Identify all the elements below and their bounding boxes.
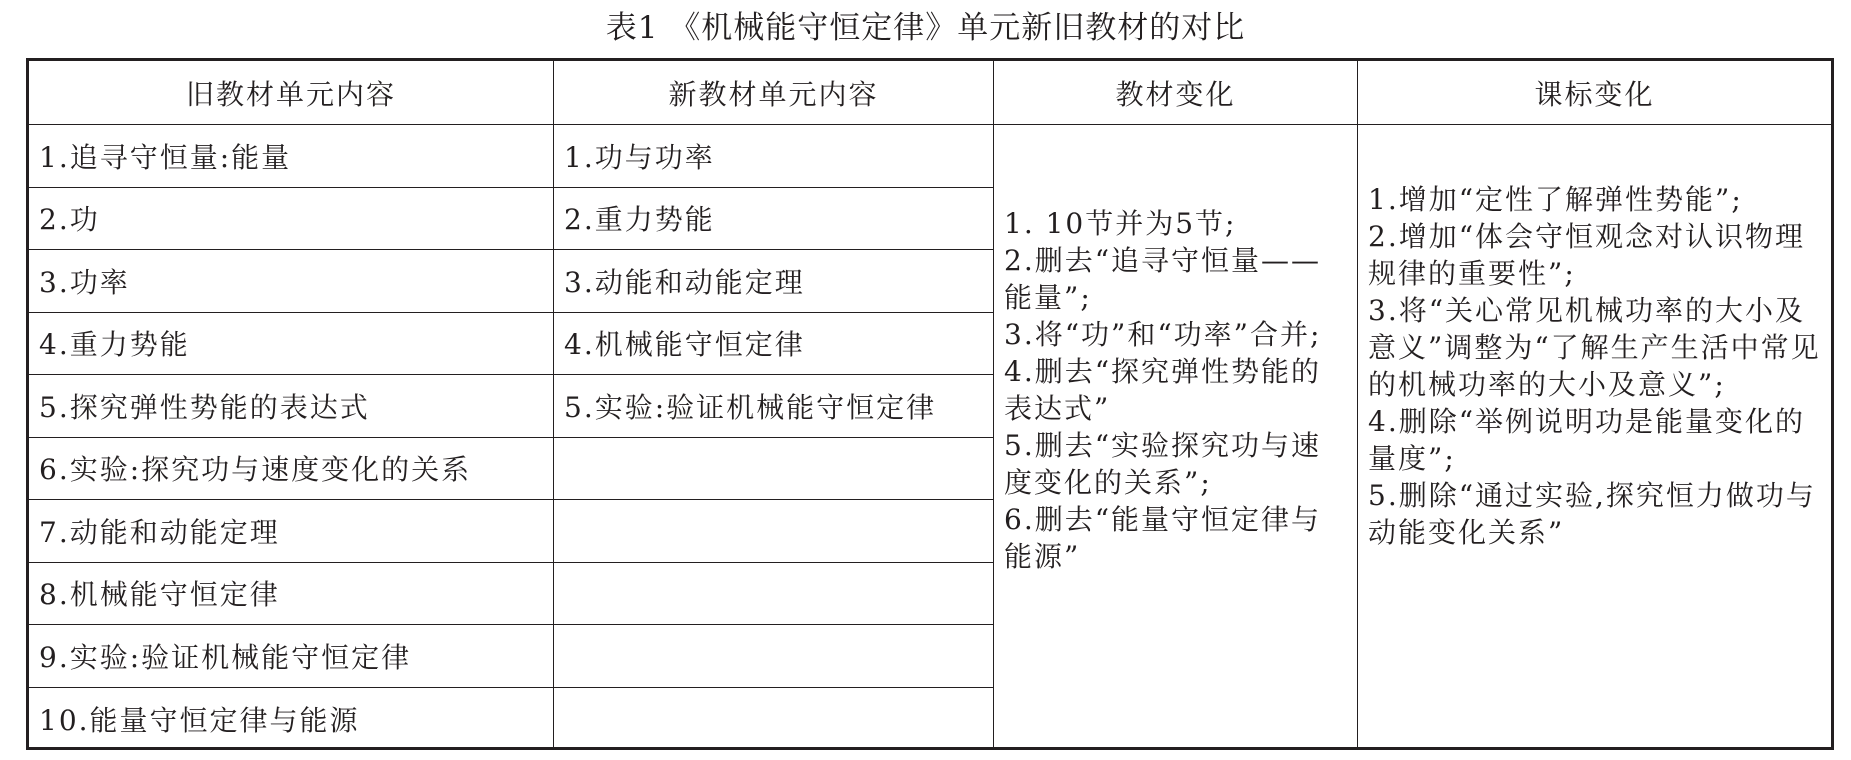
old-items-list — [29, 125, 553, 747]
new-item-empty — [554, 500, 993, 563]
new-item: 1.功与功率 — [554, 125, 993, 188]
new-item: 2.重力势能 — [554, 188, 993, 251]
standard-change-item: 4.删除“举例说明功是能量变化的量度”; — [1368, 405, 1806, 475]
textbook-change-item: 1. 10节并为5节; — [1004, 207, 1237, 240]
standard-change-item: 3.将“关心常见机械功率的大小及意义”调整为“了解生产生活中常见的机械功率的大小及意义”; — [1368, 294, 1821, 401]
column-new-textbook — [554, 61, 994, 747]
new-items-list — [554, 125, 993, 747]
new-item: 3.动能和动能定理 — [554, 250, 993, 313]
new-item-empty — [554, 688, 993, 751]
old-item: 6.实验:探究功与速度变化的关系 — [29, 438, 553, 501]
column-old-textbook — [29, 61, 554, 747]
header-old-textbook: 旧教材单元内容 — [29, 61, 553, 125]
standard-changes-cell — [1358, 125, 1831, 747]
textbook-changes-text — [1004, 205, 1349, 575]
old-item: 10.能量守恒定律与能源 — [39, 703, 360, 737]
standard-change-item: 5.删除“通过实验,探究恒力做功与动能变化关系” — [1368, 479, 1816, 549]
new-item-empty — [554, 563, 993, 626]
textbook-change-item: 5.删去“实验探究功与速度变化的关系”; — [1004, 429, 1322, 499]
old-item: 4.重力势能 — [29, 313, 553, 376]
column-standard-changes — [1358, 61, 1831, 747]
old-item: 3.功率 — [29, 250, 553, 313]
new-item: 4.机械能守恒定律 — [554, 313, 993, 376]
old-item: 1.追寻守恒量:能量 — [29, 125, 553, 188]
old-item: 7.动能和动能定理 — [29, 500, 553, 563]
textbook-change-item: 4.删去“探究弹性势能的表达式” — [1004, 355, 1322, 425]
column-textbook-changes — [994, 61, 1358, 747]
standard-change-item: 1.增加“定性了解弹性势能”; — [1368, 183, 1743, 216]
old-item: 2.功 — [29, 188, 553, 251]
textbook-change-item: 3.将“功”和“功率”合并; — [1004, 318, 1322, 351]
textbook-change-item: 2.删去“追寻守恒量——能量”; — [1004, 244, 1322, 314]
old-item: 5.探究弹性势能的表达式 — [29, 375, 553, 438]
table-caption: 表1 《机械能守恒定律》单元新旧教材的对比 — [605, 10, 1246, 46]
textbook-change-item: 6.删去“能量守恒定律与能源” — [1004, 503, 1322, 573]
header-textbook-changes: 教材变化 — [994, 61, 1357, 125]
new-item: 5.实验:验证机械能守恒定律 — [554, 375, 993, 438]
standard-changes-text — [1368, 181, 1823, 551]
standard-change-item: 2.增加“体会守恒观念对认识物理规律的重要性”; — [1368, 220, 1806, 290]
new-item-empty — [554, 438, 993, 501]
old-item: 8.机械能守恒定律 — [29, 563, 553, 626]
header-new-textbook: 新教材单元内容 — [554, 61, 993, 125]
textbook-changes-cell — [994, 125, 1357, 747]
header-standard-changes: 课标变化 — [1358, 61, 1831, 125]
old-item: 9.实验:验证机械能守恒定律 — [29, 625, 553, 688]
new-item-empty — [554, 625, 993, 688]
comparison-table — [26, 58, 1834, 750]
